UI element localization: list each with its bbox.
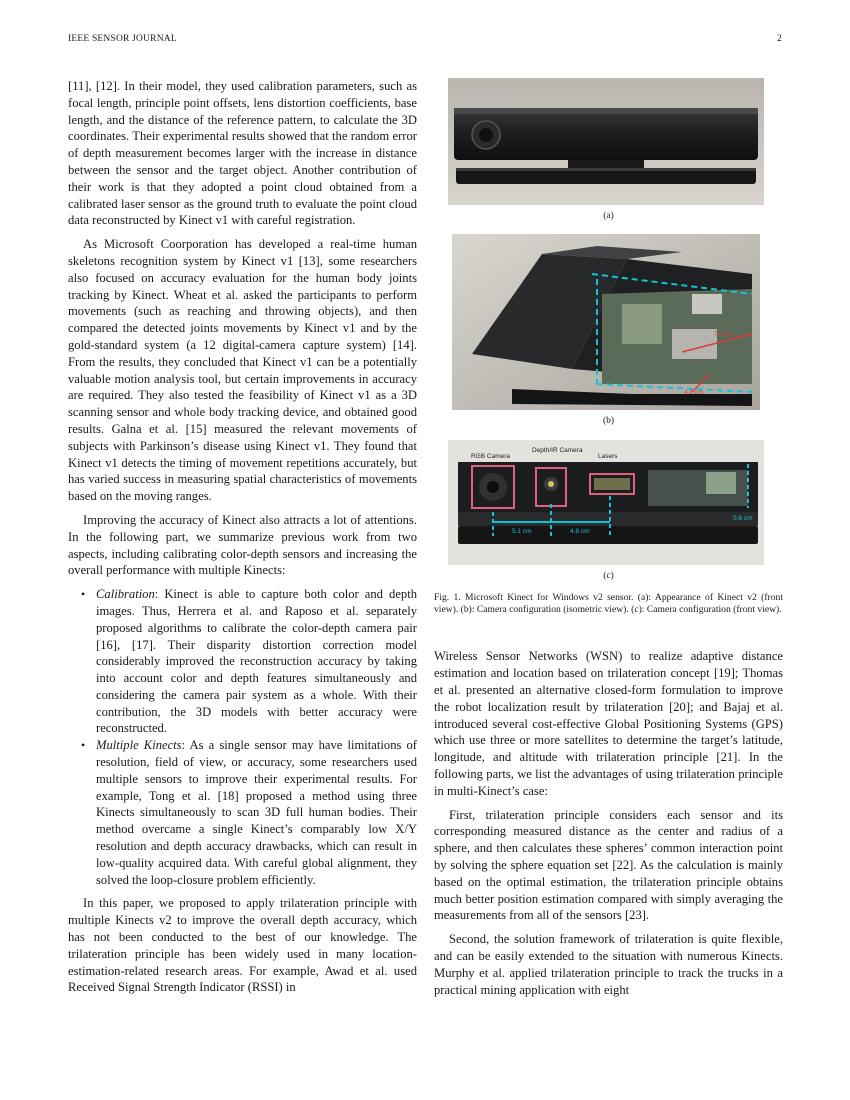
right-text-block bbox=[434, 648, 783, 998]
figure-1 bbox=[434, 78, 783, 616]
bullet-term: Multiple Kinects bbox=[96, 738, 182, 753]
dimension-label: 0.8 cm bbox=[733, 515, 753, 522]
lasers-label: Lasers bbox=[598, 453, 618, 460]
figure-a-image bbox=[448, 78, 764, 205]
bullet-item-calibration bbox=[68, 586, 417, 737]
paragraph: Second, the solution framework of trilateration is quite flexible, and can be easily extended to the situation with numerous Kinects. Murphy et al. applied trilateration principle to track the trucks in a practical mining application with eight bbox=[434, 932, 783, 997]
bullet-term: Calibration bbox=[96, 587, 155, 602]
journal-name: IEEE SENSOR JOURNAL bbox=[68, 34, 177, 44]
kinect-isometric-photo bbox=[452, 234, 760, 410]
dimension-label: 4.8 cm bbox=[684, 389, 704, 396]
paragraph: First, trilateration principle considers each sensor and its corresponding measured distance as the center and radius of a sphere, and then calculates these spheres’ common interaction point by solving the sphere equation set [22]. As the calculation is mainly based on the optimal estimation, the trilateration principle obtains much better position estimation compared with simply averaging the measurements from all of the sensors [23]. bbox=[434, 807, 783, 923]
right-column bbox=[434, 78, 783, 1005]
paragraph: Wireless Sensor Networks (WSN) to realize adaptive distance estimation and location based on trilateration concept [19]; Thomas et al. presented an alternative closed-form formulation to improve the robot localization result by trilateration [20]; and Bajaj et al. introduced several cost-effective Global Positioning Systems (GPS) which use three or more satellites to determine the target’s latitude, longitude, and altitude with trilateration principle [21]. In the following parts, we list the advantages of using trilateration principle in multi-Kinect’s case: bbox=[434, 649, 783, 798]
bullet-text: : As a single sensor may have limitations of resolution, field of view, or accuracy, some researchers used multiple sensors to improve their experimental results. For example, Tong et al. [18] proposed a method using three Kinects simultaneously to scan 3D full human bodies. Their method overcame a single Kinect’s comparably low X/Y resolution and depth accuracy drawbacks, which can result in low-quality acquired data. With careful global alignment, they solved the loop-closure problem efficiently. bbox=[96, 738, 418, 887]
figure-c-image bbox=[448, 440, 764, 565]
paragraph: Improving the accuracy of Kinect also attracts a lot of attentions. In the following part, we summarize previous work from two aspects, including calibrating color-depth sensors and increasing the overall performance with multiple Kinects: bbox=[68, 512, 417, 578]
depth-camera-label: Depth/IR Camera bbox=[532, 447, 583, 454]
paragraph: [11], [12]. In their model, they used calibration parameters, such as focal length, principle point offsets, lens distortion coefficients, base length, and the distance of the reference pattern, to calculate the 3D coordinates. Their experimental results showed that the random error of depth measurement becomes larger with the increase in distance between the sensor and the target object. Another contribution of their work is that they adopted a point cloud obtained from a calibrated laser sensor as the ground truth to evaluate the point cloud data reconstructed by Kinect v1 with careful registration. bbox=[68, 79, 417, 228]
page-header bbox=[68, 34, 782, 48]
kinect-front-config-photo bbox=[448, 440, 764, 565]
kinect-front-photo bbox=[448, 78, 764, 205]
dimension-label: 7.0 cm bbox=[714, 331, 734, 338]
figure-caption: Fig. 1. Microsoft Kinect for Windows v2 sensor. (a): Appearance of Kinect v2 (front view). (b): Camera configuration (isometric view). (c): Camera configuration (front view). bbox=[434, 592, 783, 616]
figure-b-image bbox=[452, 234, 760, 410]
subcaption-b: (b) bbox=[602, 416, 615, 426]
bullet-dot-icon: • bbox=[81, 587, 86, 602]
bullet-item-multiple-kinects bbox=[68, 737, 417, 888]
paragraph: In this paper, we proposed to apply trilateration principle with multiple Kinects v2 to improve the overall depth accuracy, which has not been conducted to the best of our knowledge. The trilateration principle has been widely used in many location-estimation-related research areas. For example, Awad et al. used Received Signal Strength Indicator (RSSI) in bbox=[68, 896, 417, 995]
rgb-camera-label: RGB Camera bbox=[471, 453, 511, 460]
dimension-label: 4.8 cm bbox=[570, 528, 590, 535]
subcaption-c: (c) bbox=[603, 571, 614, 581]
bullet-dot-icon: • bbox=[81, 738, 86, 753]
page-number: 2 bbox=[777, 34, 782, 44]
left-column bbox=[68, 78, 417, 1003]
subcaption-a: (a) bbox=[603, 211, 614, 221]
dimension-label: 5.1 cm bbox=[512, 528, 532, 535]
bullet-text: : Kinect is able to capture both color and depth images. Thus, Herrera et al. and Raposo et al. separately proposed algorithms to calibrate the color-depth camera pair [16], [17]. Their disparity distortion correction model considerably improved the reconstruction accuracy by taking into account color and depth features simultaneously and considering the camera pair system as a whole. With their contribution, the 3D models with better accuracy were reconstructed. bbox=[96, 587, 417, 736]
paragraph: As Microsoft Coorporation has developed a real-time human skeletons recognition system by Kinect v1 [13], some researchers also focused on accuracy evaluation for the human body joints tracking by Kinect. Wheat et al. asked the participants to perform movements (such as reaching and throwing objects), and then compared the detected joints movements by Kinect v1 and by the gold-standard system (a 12 digital-camera capture system) [14]. From the results, they concluded that Kinect v1 can be a potentially valuable motion analysis tool, but certain improvements in accuracy are required. They also tested the feasibility of Kinect v1 as a 3D scanning sensor and whole body tracking device, and obtained good results. Galna et al. [15] measured the relevant movements of subjects with Parkinson’s disease using Kinect v1. They found that Kinect v1 detects the timing of movement repetitions accurately, but has varied success in measuring spatial characteristics of movements based on the moving ranges. bbox=[68, 237, 417, 504]
bullet-list bbox=[68, 586, 417, 888]
